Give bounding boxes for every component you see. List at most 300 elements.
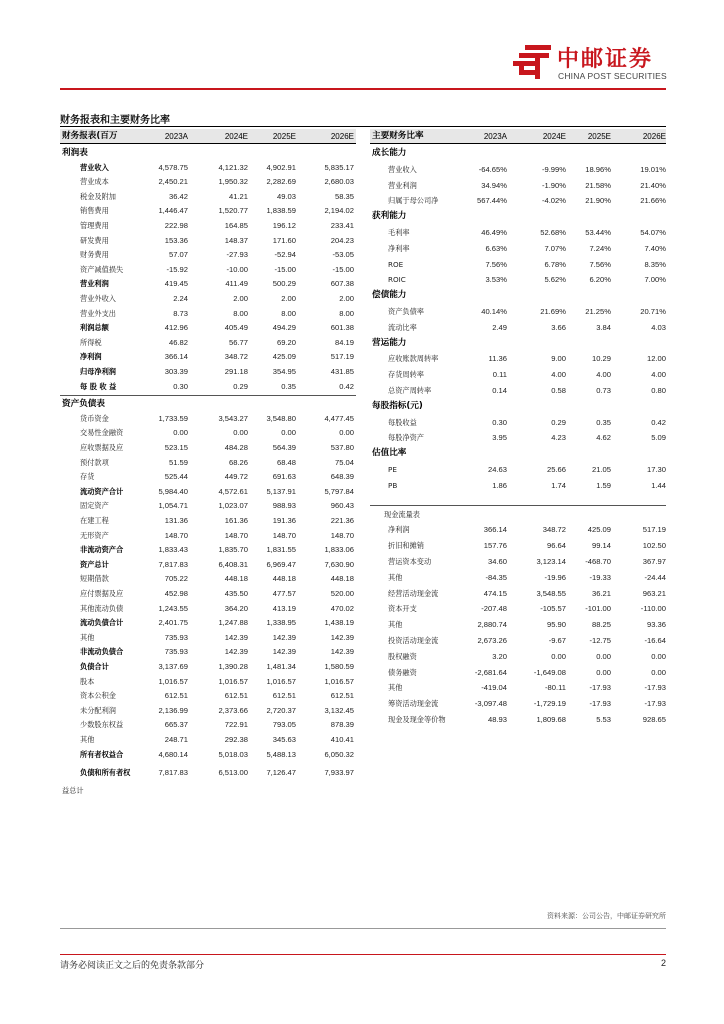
table-row <box>370 257 666 273</box>
row-value: -105.57 <box>540 604 566 614</box>
row-value: 20.71% <box>640 307 666 316</box>
row-value: 705.22 <box>164 574 188 584</box>
row-value: 523.15 <box>164 443 188 452</box>
row-value: 96.64 <box>546 541 566 551</box>
row-value: 3,543.27 <box>218 413 248 423</box>
row-value: 367.97 <box>642 557 666 566</box>
row-value: 525.44 <box>164 472 188 482</box>
row-value: 484.28 <box>224 443 248 452</box>
row-label: 现金及现金等价物 <box>388 715 446 724</box>
row-value: 8.00 <box>281 308 296 318</box>
table-row <box>60 161 356 176</box>
year-header: 2026E <box>330 132 354 141</box>
row-value: 17.30 <box>646 465 666 474</box>
row-value: 0.00 <box>233 428 248 438</box>
row-value: 21.90% <box>585 196 611 206</box>
row-value: 364.20 <box>224 603 248 613</box>
table-row <box>60 248 356 263</box>
row-value: 6,050.32 <box>324 749 354 759</box>
row-value: 75.04 <box>334 457 354 467</box>
row-value: 7,933.97 <box>324 768 354 778</box>
row-value: 8.35% <box>644 259 666 269</box>
row-value: 58.35 <box>334 191 354 201</box>
row-value: 348.72 <box>224 352 248 362</box>
table-row <box>60 219 356 234</box>
row-label: 货币资金 <box>80 413 109 423</box>
row-value: 1,809.68 <box>536 715 566 724</box>
row-value: 1.86 <box>492 480 507 490</box>
row-value: 4,121.32 <box>218 162 248 172</box>
row-value: 477.57 <box>272 589 296 598</box>
row-value: 345.63 <box>272 735 296 744</box>
row-value: 49.03 <box>276 191 296 201</box>
row-value: 2.00 <box>281 294 296 303</box>
table-header-row <box>60 129 356 144</box>
row-label: 经营活动现金流 <box>388 588 439 598</box>
row-value: 142.39 <box>224 647 248 657</box>
year-header: 2024E <box>224 132 248 141</box>
row-value: 564.39 <box>272 443 296 452</box>
row-value: 612.51 <box>164 691 188 701</box>
row-value: 51.59 <box>168 457 188 467</box>
row-value: 95.90 <box>546 620 566 630</box>
row-value: 1,833.43 <box>158 545 188 555</box>
row-value: 34.60 <box>487 557 507 566</box>
row-label: 营业外支出 <box>80 308 116 318</box>
row-value: 0.30 <box>492 417 507 427</box>
row-value: 1,950.32 <box>218 177 248 187</box>
row-value: 2,282.69 <box>266 177 296 187</box>
row-value: 2,194.02 <box>324 206 354 216</box>
year-header: 2025E <box>587 132 611 141</box>
row-value: 5,984.40 <box>158 486 188 496</box>
row-value: 0.00 <box>551 651 566 661</box>
table-row <box>60 733 356 748</box>
table-row <box>370 272 666 288</box>
table-row <box>60 426 356 441</box>
row-value: 3,123.14 <box>536 557 566 566</box>
table-row <box>370 570 666 586</box>
row-label: 净利润 <box>80 352 102 362</box>
row-value: 5.09 <box>651 433 666 443</box>
row-value: 722.91 <box>224 720 248 730</box>
section-row <box>370 446 666 462</box>
row-value: 233.41 <box>330 221 354 230</box>
row-value: 1,833.06 <box>324 545 354 555</box>
row-value: 0.00 <box>281 428 296 438</box>
row-value: 3.20 <box>492 651 507 661</box>
row-value: 2,401.75 <box>158 618 188 628</box>
table-row <box>60 263 356 278</box>
row-value: 405.49 <box>224 323 248 333</box>
table-row <box>60 616 356 631</box>
row-value: -1,649.08 <box>533 667 566 677</box>
row-value: 6.78% <box>544 259 566 269</box>
section-row <box>370 399 666 415</box>
row-label: 存货周转率 <box>388 370 424 380</box>
row-value: 5.62% <box>544 275 566 285</box>
row-value: 4.00 <box>651 370 666 380</box>
row-value: 56.77 <box>228 337 248 347</box>
row-value: 366.14 <box>164 352 188 362</box>
row-value: 0.00 <box>651 651 666 661</box>
row-value: 7.40% <box>644 243 666 253</box>
row-value: -468.70 <box>585 557 611 566</box>
table-row <box>60 748 356 763</box>
table-row <box>370 241 666 257</box>
row-label: 股权融资 <box>388 651 417 661</box>
row-value: 412.96 <box>164 323 188 333</box>
row-value: 0.30 <box>173 381 188 391</box>
row-value: -4.02% <box>541 196 566 206</box>
row-label: 非流动资产合 <box>80 545 124 555</box>
row-value: 292.38 <box>224 735 248 744</box>
table-row <box>60 660 356 675</box>
row-label: 每股收益 <box>388 417 417 427</box>
table-row <box>60 529 356 544</box>
row-value: 3,548.80 <box>266 413 296 423</box>
row-value: 46.49% <box>481 228 507 237</box>
row-value: 5,018.03 <box>218 749 248 759</box>
row-label: 营业利润 <box>80 279 109 289</box>
row-value: 1,023.07 <box>218 501 248 511</box>
row-value: 4.00 <box>596 370 611 380</box>
row-value: 221.36 <box>330 516 354 525</box>
row-value: 963.21 <box>642 588 666 598</box>
row-label: 资产负债表 <box>62 399 105 410</box>
row-value: -17.93 <box>644 683 666 693</box>
row-value: 612.51 <box>224 691 248 701</box>
row-value: 1,446.47 <box>158 206 188 216</box>
table-row <box>60 365 356 380</box>
table-bottom-rule <box>60 928 666 929</box>
row-label: 应收票据及应 <box>80 443 124 452</box>
table-row <box>60 645 356 660</box>
row-label: 利润总额 <box>80 323 109 333</box>
row-value: 2,720.37 <box>266 705 296 715</box>
section-row <box>60 146 356 161</box>
row-value: 24.63 <box>487 465 507 474</box>
row-value: 21.40% <box>640 180 666 190</box>
row-value: 435.50 <box>224 589 248 598</box>
year-header: 2025E <box>272 132 296 141</box>
row-value: 2,880.74 <box>477 620 507 630</box>
row-value: 354.95 <box>272 367 296 376</box>
section-row <box>370 336 666 352</box>
row-value: 2.00 <box>233 294 248 303</box>
row-value: 8.00 <box>233 308 248 318</box>
table-separator <box>60 395 356 396</box>
row-label: 资本开支 <box>388 604 417 614</box>
row-label: 流动负债合计 <box>80 618 124 628</box>
table-row <box>60 675 356 690</box>
row-value: 0.58 <box>551 386 566 395</box>
row-label: 每 股 收 益 <box>80 381 117 391</box>
row-label: 资产减值损失 <box>80 264 124 274</box>
row-value: 1,733.59 <box>158 413 188 423</box>
row-value: 7.56% <box>485 259 507 269</box>
row-label: 流动资产合计 <box>80 486 124 496</box>
row-value: 54.07% <box>640 228 666 237</box>
row-label: 投资活动现金流 <box>388 636 439 645</box>
brand-name: 中邮证券 <box>557 47 654 72</box>
row-value: 0.42 <box>651 417 666 427</box>
row-value: 25.66 <box>546 465 566 474</box>
row-value: 612.51 <box>272 691 296 701</box>
row-value: 148.70 <box>330 530 354 540</box>
row-value: 1,247.88 <box>218 618 248 628</box>
section-row <box>370 146 666 162</box>
row-value: 2,680.03 <box>324 177 354 187</box>
row-value: -101.00 <box>585 604 611 614</box>
row-label: 存货 <box>80 472 95 482</box>
row-label: 债务融资 <box>388 667 417 677</box>
row-value: 1,016.57 <box>324 676 354 686</box>
row-value: 153.36 <box>164 235 188 245</box>
row-value: 348.72 <box>542 525 566 535</box>
row-value: 21.66% <box>640 196 666 206</box>
row-value: 291.18 <box>224 367 248 376</box>
row-value: 0.00 <box>173 428 188 438</box>
row-value: 41.21 <box>228 191 248 201</box>
row-value: -16.64 <box>644 636 666 645</box>
row-value: 142.39 <box>330 632 354 642</box>
table-header-row <box>370 129 666 144</box>
row-value: 7,817.83 <box>158 768 188 778</box>
row-value: 7,630.90 <box>324 559 354 569</box>
footer-disclaimer: 请务必阅读正文之后的免责条款部分 <box>60 961 205 971</box>
table-row <box>370 415 666 431</box>
table-row <box>60 514 356 529</box>
row-label: 成长能力 <box>372 148 407 158</box>
row-value: 1,016.57 <box>266 676 296 686</box>
row-value: 607.38 <box>330 279 354 289</box>
row-value: 36.21 <box>591 588 611 598</box>
table-row <box>370 586 666 602</box>
row-value: 157.76 <box>483 541 507 551</box>
row-value: -207.48 <box>481 604 507 614</box>
row-value: 4.62 <box>596 433 611 443</box>
table-row <box>60 190 356 205</box>
row-value: 48.93 <box>487 715 507 724</box>
row-value: 11.36 <box>488 354 507 364</box>
row-label: 管理费用 <box>80 221 109 230</box>
row-value: 928.65 <box>642 715 666 724</box>
row-label: 净利率 <box>388 243 410 253</box>
table-row <box>60 175 356 190</box>
row-value: 8.73 <box>173 308 188 318</box>
row-label: 获利能力 <box>372 211 407 222</box>
row-label: 每股指标(元) <box>372 400 423 411</box>
brand-name-english: CHINA POST SECURITIES <box>558 71 667 81</box>
table-row <box>370 554 666 570</box>
row-value: 1,831.55 <box>266 545 296 555</box>
row-value: 0.00 <box>651 667 666 677</box>
table-row <box>370 178 666 194</box>
row-value: -2,681.64 <box>474 667 507 677</box>
table-row <box>370 193 666 209</box>
table-row <box>60 704 356 719</box>
row-value: 18.96% <box>585 164 611 174</box>
row-label: 资产负债率 <box>388 307 424 316</box>
row-value: 474.15 <box>483 588 507 598</box>
row-value: 5,835.17 <box>324 162 354 172</box>
row-label: 其他 <box>80 632 95 642</box>
row-label: 流动比率 <box>388 322 417 332</box>
row-value: 448.18 <box>224 574 248 584</box>
row-label: 归属于母公司净 <box>388 196 439 206</box>
table-row <box>370 351 666 367</box>
row-label: 未分配利润 <box>80 705 116 715</box>
row-label: 税金及附加 <box>80 191 116 201</box>
year-header: 2026E <box>642 132 666 141</box>
row-value: 431.85 <box>330 367 354 376</box>
row-label: 在建工程 <box>80 516 109 525</box>
year-header: 2023A <box>164 132 188 141</box>
year-header: 2023A <box>483 132 507 141</box>
row-value: 2,136.99 <box>158 705 188 715</box>
row-label: 研发费用 <box>80 235 109 245</box>
row-label: 交易性金融资 <box>80 428 124 438</box>
row-value: -15.92 <box>166 264 188 274</box>
row-label: 营业收入 <box>80 162 109 172</box>
table-separator <box>370 505 666 506</box>
row-value: 5,797.84 <box>324 486 354 496</box>
section-row <box>370 209 666 225</box>
row-value: 448.18 <box>330 574 354 584</box>
row-value: 34.94% <box>481 180 507 190</box>
row-value: 0.35 <box>281 381 296 391</box>
row-value: 1,580.59 <box>324 662 354 671</box>
table-row <box>60 485 356 500</box>
table-row <box>60 292 356 307</box>
row-value: 8.00 <box>339 308 354 318</box>
row-label: ROE <box>388 259 404 269</box>
row-value: 142.39 <box>272 647 296 657</box>
row-value: -12.75 <box>589 636 611 645</box>
row-value: -27.93 <box>226 250 248 260</box>
table-row <box>60 689 356 704</box>
row-value: 19.01% <box>640 164 666 174</box>
row-value: 470.02 <box>330 603 354 613</box>
table-row <box>60 470 356 485</box>
table-row <box>370 680 666 696</box>
row-value: 2,673.26 <box>477 636 507 645</box>
row-value: 1,016.57 <box>158 676 188 686</box>
row-label: 应收账款周转率 <box>388 354 439 364</box>
row-value: 4,578.75 <box>158 162 188 172</box>
row-label: 营运能力 <box>372 337 407 348</box>
row-value: 0.29 <box>551 417 566 427</box>
row-value: 648.39 <box>330 472 354 482</box>
table-row <box>60 204 356 219</box>
row-value: 1.74 <box>551 480 566 490</box>
row-value: 665.37 <box>164 720 188 730</box>
row-value: 2,450.21 <box>158 177 188 187</box>
row-value: 53.44% <box>585 228 611 237</box>
row-value: 21.69% <box>540 307 566 316</box>
row-value: 3.66 <box>551 322 566 332</box>
table-header-label: 财务报表(百万 <box>62 131 118 141</box>
row-value: 1,438.19 <box>324 618 354 628</box>
row-value: 171.60 <box>272 235 296 245</box>
row-label: PE <box>388 465 397 474</box>
row-value: 0.73 <box>596 386 611 395</box>
row-value: 537.80 <box>330 443 354 452</box>
row-value: 517.19 <box>642 525 666 535</box>
row-value: 40.14% <box>481 307 507 316</box>
row-label: 营业成本 <box>80 177 109 187</box>
row-value: 1,520.77 <box>218 206 248 216</box>
row-value: 131.36 <box>164 516 188 525</box>
section-title: 财务报表和主要财务比率 <box>60 115 170 126</box>
row-label: 总资产周转率 <box>388 386 432 395</box>
table-row <box>370 696 666 712</box>
row-value: 6.63% <box>485 243 507 253</box>
table-row <box>370 320 666 336</box>
row-label: 其他 <box>388 572 403 582</box>
row-value: 366.14 <box>483 525 507 535</box>
table-row <box>60 587 356 602</box>
row-value: 988.93 <box>272 501 296 511</box>
row-value: -1,729.19 <box>533 699 566 709</box>
row-value: 878.39 <box>330 720 354 730</box>
table-header-label: 主要财务比率 <box>372 131 424 141</box>
row-value: -19.33 <box>589 572 611 582</box>
row-value: 0.14 <box>492 386 507 395</box>
row-value: -15.00 <box>332 264 354 274</box>
row-value: 0.00 <box>596 651 611 661</box>
row-value: 3.95 <box>492 433 507 443</box>
china-post-logo-icon <box>513 44 553 80</box>
table-row <box>60 572 356 587</box>
table-row <box>370 304 666 320</box>
row-label: 财务费用 <box>80 250 109 260</box>
row-value: 21.58% <box>585 180 611 190</box>
row-value: 99.14 <box>591 541 611 551</box>
row-value: 4.03 <box>651 322 666 332</box>
table-row <box>370 665 666 681</box>
row-value: 6.20% <box>589 275 611 285</box>
source-note: 资料来源：公司公告，中邮证券研究所 <box>547 912 666 920</box>
row-label: 益总计 <box>62 786 84 796</box>
row-label: 预付款项 <box>80 457 109 467</box>
row-label: 偿债能力 <box>372 290 407 301</box>
row-value: 0.00 <box>339 428 354 438</box>
row-value: -84.35 <box>485 572 507 582</box>
row-value: 1.44 <box>651 480 666 490</box>
row-value: -24.44 <box>644 572 666 582</box>
row-value: 5,137.91 <box>266 486 296 496</box>
row-label: 营运资本变动 <box>388 557 432 566</box>
row-value: 7.07% <box>544 243 566 253</box>
row-value: -17.93 <box>644 699 666 709</box>
row-value: 567.44% <box>477 196 507 206</box>
row-value: 0.29 <box>233 381 248 391</box>
row-value: 3.53% <box>485 275 507 285</box>
row-value: -17.93 <box>589 699 611 709</box>
row-label: 营业收入 <box>388 164 417 174</box>
row-value: 148.70 <box>224 530 248 540</box>
row-value: 4,680.14 <box>158 749 188 759</box>
row-value: 2.24 <box>173 294 188 303</box>
row-label: 短期借款 <box>80 574 109 584</box>
table-row <box>60 499 356 514</box>
table-row <box>60 631 356 646</box>
row-label: 营业利润 <box>388 180 417 190</box>
table-row <box>60 350 356 365</box>
row-value: 88.25 <box>591 620 611 630</box>
